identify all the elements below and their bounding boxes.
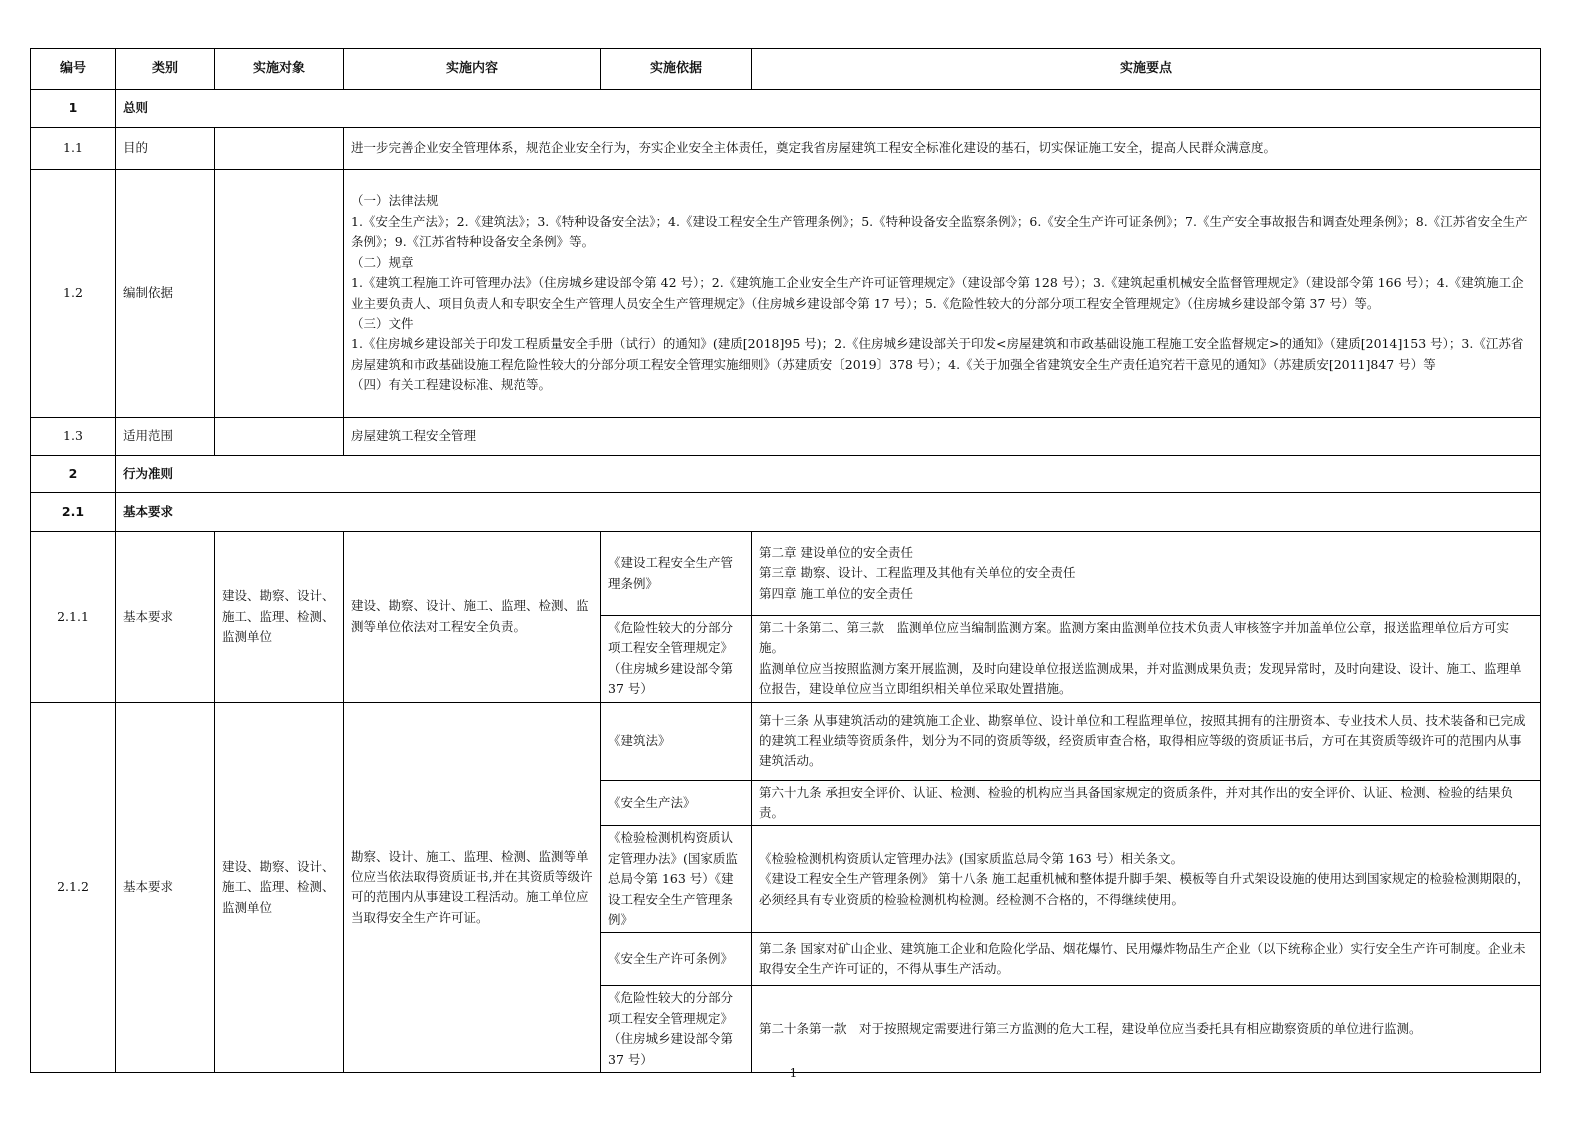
points-line: 第四章 施工单位的安全责任 [759,585,913,601]
row-category: 基本要求 [116,532,215,703]
table-row [31,702,1541,780]
row-number: 1.2 [31,170,116,418]
row-basis: 《危险性较大的分部分项工程安全管理规定》（住房城乡建设部令第 37 号） [601,986,752,1073]
row-content: 房屋建筑工程安全管理 [344,418,1541,456]
table-row [31,170,1541,418]
row-category: 适用范围 [116,418,215,456]
section-row [31,493,1541,532]
section-number: 1 [31,90,116,128]
row-category: 基本要求 [116,702,215,1072]
row-points [752,616,1541,703]
section-row [31,90,1541,128]
section-title: 行为准则 [116,456,1541,493]
points-line: 第二十条第二、第三款 监测单位应当编制监测方案。监测方案由监测单位技术负责人审核签字并加盖单位公章，报送监理单位后方可实施。 [759,620,1510,656]
row-category: 编制依据 [116,170,215,418]
row-content: 勘察、设计、施工、监理、检测、监测等单位应当依法取得资质证书,并在其资质等级许可的范围内从事建设工程活动。施工单位应当取得安全生产许可证。 [344,702,601,1072]
basis-line: （一）法律法规 [351,193,439,209]
points-line: 第三章 勘察、设计、工程监理及其他有关单位的安全责任 [759,565,1076,581]
header-points: 实施要点 [752,49,1541,90]
header-basis: 实施依据 [601,49,752,90]
row-object: 建设、勘察、设计、施工、监理、检测、监测单位 [215,702,344,1072]
row-object: 建设、勘察、设计、施工、监理、检测、监测单位 [215,532,344,703]
row-points: 第二十条第一款 对于按照规定需要进行第三方监测的危大工程，建设单位应当委托具有相应勘察资质的单位进行监测。 [752,986,1541,1073]
header-category: 类别 [116,49,215,90]
row-number: 2.1.2 [31,702,116,1072]
table-row [31,128,1541,170]
row-object [215,128,344,170]
basis-line: （二）规章 [351,254,414,270]
section-row [31,456,1541,493]
row-points [752,826,1541,933]
section-number: 2 [31,456,116,493]
row-content: 建设、勘察、设计、施工、监理、检测、监测等单位依法对工程安全负责。 [344,532,601,703]
row-points: 第十三条 从事建筑活动的建筑施工企业、勘察单位、设计单位和工程监理单位，按照其拥有的注册资本、专业技术人员、技术装备和已完成的建筑工程业绩等资质条件，划分为不同的资质等级，经资质审查合格，取得相应等级的资质证书后，方可在其资质等级许可的范围内从事建筑活动。 [752,702,1541,780]
page-number: 1 [789,1066,798,1080]
basis-line: （四）有关工程建设标准、规范等。 [351,377,552,393]
basis-line: 1.《住房城乡建设部关于印发工程质量安全手册（试行）的通知》(建质[2018]95 号)；2.《住房城乡建设部关于印发<房屋建筑和市政基础设施工程施工安全监督规定>的通知》（建质[2014]153 号）；3.《江苏省房屋建筑和市政基础设施工程危险性较大的分部分项工程安全管理实施细则》（苏建质安〔2019〕378 号）；4.《关于加强全省建筑安全生产责任追究若干意见的通知》（苏建质安[2011]847 号）等 [351,336,1524,372]
table-header-row [31,49,1541,90]
section-number: 2.1 [31,493,116,532]
points-line: 监测单位应当按照监测方案开展监测，及时向建设单位报送监测成果，并对监测成果负责；发现异常时，及时向建设、设计、施工、监理单位报告，建设单位应当立即组织相关单位采取处置措施。 [759,660,1522,697]
section-title: 基本要求 [116,493,1541,532]
points-line: 《检验检测机构资质认定管理办法》(国家质监总局令第 163 号）相关条文。 [759,850,1184,866]
row-basis: 《安全生产法》 [601,780,752,826]
basis-line: 1.《安全生产法》；2.《建筑法》；3.《特种设备安全法》；4.《建设工程安全生产管理条例》；5.《特种设备安全监察条例》；6.《安全生产许可证条例》；7.《生产安全事故报告和调查处理条例》；8.《江苏省安全生产条例》；9.《江苏省特种设备安全条例》等。 [351,213,1528,250]
section-title: 总则 [116,90,1541,128]
points-line: 《建设工程安全生产管理条例》 第十八条 施工起重机械和整体提升脚手架、模板等自升式架设设施的使用达到国家规定的检验检测期限的，必须经具有专业资质的检验检测机构检测。经检测不合格的，不得继续使用。 [759,871,1530,907]
header-content: 实施内容 [344,49,601,90]
row-points: 第二条 国家对矿山企业、建筑施工企业和危险化学品、烟花爆竹、民用爆炸物品生产企业（以下统称企业）实行安全生产许可制度。企业未取得安全生产许可证的，不得从事生产活动。 [752,933,1541,986]
table-row [31,532,1541,616]
row-basis: 《安全生产许可条例》 [601,933,752,986]
row-number: 2.1.1 [31,532,116,703]
row-points: 第六十九条 承担安全评价、认证、检测、检验的机构应当具备国家规定的资质条件，并对其作出的安全评价、认证、检测、检验的结果负责。 [752,780,1541,826]
row-object [215,170,344,418]
header-object: 实施对象 [215,49,344,90]
row-points [752,532,1541,616]
basis-line: 1.《建筑工程施工许可管理办法》（住房城乡建设部令第 42 号）；2.《建筑施工企业安全生产许可证管理规定》（建设部令第 128 号）；3.《建筑起重机械安全监督管理规定》（建设部令第 166 号）；4.《建筑施工企业主要负责人、项目负责人和专职安全生产管理人员安全生产管理规定》（住房城乡建设部令第 17 号）；5.《危险性较大的分部分项工程安全管理规定》（住房城乡建设部令第 37 号）等。 [351,275,1524,311]
implementation-table [30,48,1541,1073]
row-content [344,170,1541,418]
table-row [31,418,1541,456]
row-category: 目的 [116,128,215,170]
row-object [215,418,344,456]
row-content: 进一步完善企业安全管理体系，规范企业安全行为，夯实企业安全主体责任，奠定我省房屋建筑工程安全标准化建设的基石，切实保证施工安全，提高人民群众满意度。 [344,128,1541,170]
basis-line: （三）文件 [351,315,414,331]
row-basis: 《危险性较大的分部分项工程安全管理规定》（住房城乡建设部令第 37 号） [601,616,752,703]
points-line: 第二章 建设单位的安全责任 [759,544,913,560]
row-basis: 《建设工程安全生产管理条例》 [601,532,752,616]
row-basis: 《建筑法》 [601,702,752,780]
header-number: 编号 [31,49,116,90]
row-basis: 《检验检测机构资质认定管理办法》(国家质监总局令第 163 号）《建设工程安全生产管理条例》 [601,826,752,933]
row-number: 1.1 [31,128,116,170]
row-number: 1.3 [31,418,116,456]
